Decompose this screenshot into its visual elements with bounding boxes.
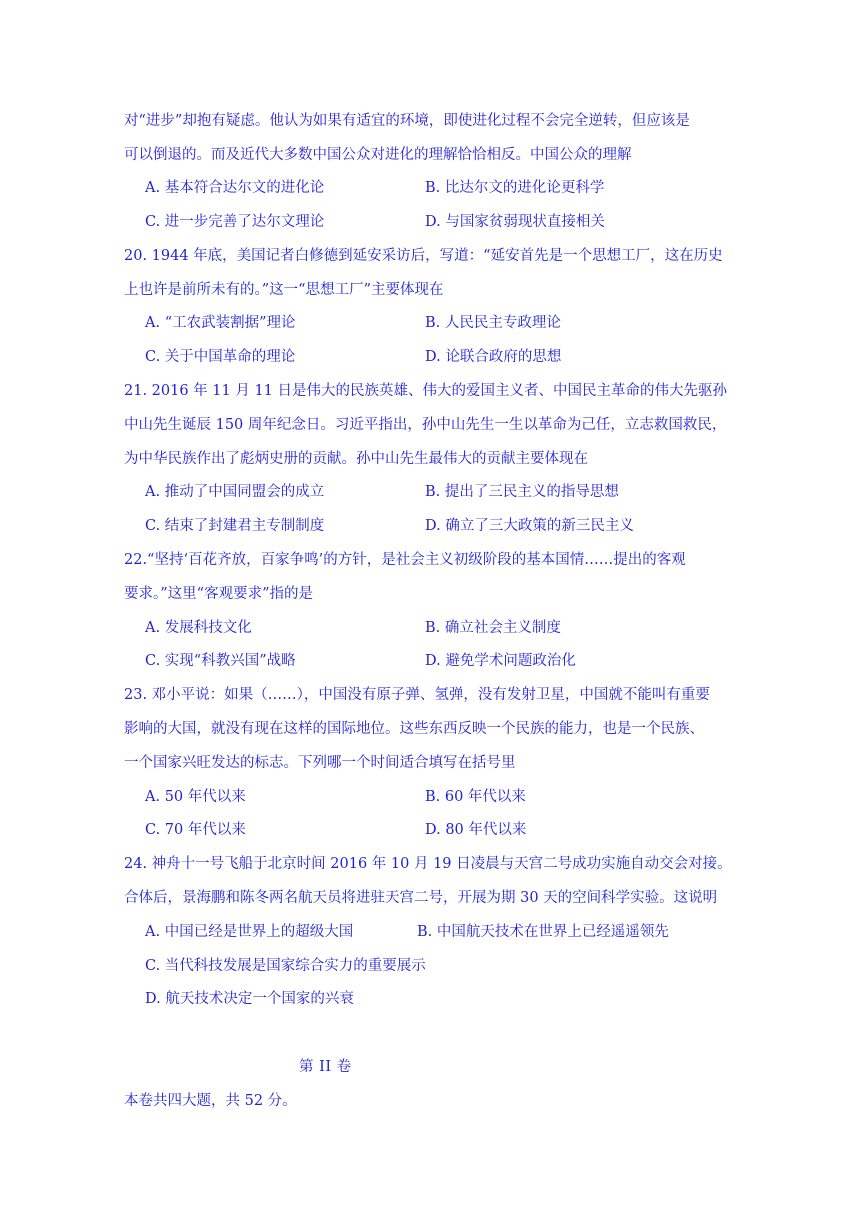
q24-option-a: A. 中国已经是世界上的超级大国 — [145, 924, 354, 940]
q20-option-b: B. 人民民主专政理论 — [425, 315, 561, 331]
q19-option-c: C. 进一步完善了达尔文理论 — [145, 214, 325, 230]
q20-option-a: A. “工农武装割据”理论 — [145, 315, 296, 331]
q19-option-b: B. 比达尔文的进化论更科学 — [425, 180, 605, 196]
q24-option-b: B. 中国航天技术在世界上已经遥遥领先 — [417, 924, 669, 940]
q20-options-row-2 — [145, 347, 745, 367]
q19-line-1: 对“进步”却抱有疑虑。他认为如果有适宜的环境，即使进化过程不会完全逆转，但应该是 — [124, 113, 690, 129]
q22-option-d: D. 避免学术问题政治化 — [425, 653, 576, 669]
q24-option-d-row — [145, 989, 745, 1009]
q21-line-1: 21. 2016 年 11 月 11 日是伟大的民族英雄、伟大的爱国主义者、中国民主革命的伟大先驱孙 — [124, 383, 728, 399]
q22-option-c: C. 实现“科教兴国”战略 — [145, 653, 296, 669]
q24-option-c: C. 当代科技发展是国家综合实力的重要展示 — [145, 958, 426, 974]
q21-option-a: A. 推动了中国同盟会的成立 — [145, 484, 325, 500]
q22-option-a: A. 发展科技文化 — [145, 620, 252, 636]
q23-option-d: D. 80 年代以来 — [425, 822, 527, 838]
q23-options-row-2 — [145, 820, 745, 840]
q21-options-row-2 — [145, 516, 745, 536]
q22-options-row-1 — [145, 618, 745, 638]
q24-line-1: 24. 神舟十一号飞船于北京时间 2016 年 10 月 19 日凌晨与天宫二号成功实施自动交会对接。 — [124, 856, 732, 872]
q20-line-1: 20. 1944 年底，美国记者白修德到延安采访后，写道：“延安首先是一个思想工厂，这在历史 — [124, 248, 723, 264]
q23-line-2: 影响的大国，就没有现在这样的国际地位。这些东西反映一个民族的能力，也是一个民族、 — [124, 721, 704, 737]
q19-option-d: D. 与国家贫弱现状直接相关 — [425, 214, 605, 230]
q24-options-row-1 — [145, 922, 745, 942]
part2-title: 第 II 卷 — [299, 1059, 352, 1075]
q23-option-c: C. 70 年代以来 — [145, 822, 246, 838]
q23-line-1: 23. 邓小平说：如果（……），中国没有原子弹、氢弹，没有发射卫星，中国就不能叫有重要 — [124, 687, 710, 703]
q24-option-c-row — [145, 956, 745, 976]
q22-option-b: B. 确立社会主义制度 — [425, 620, 561, 636]
q21-line-3: 为中华民族作出了彪炳史册的贡献。孙中山先生最伟大的贡献主要体现在 — [124, 451, 588, 467]
q19-option-a: A. 基本符合达尔文的进化论 — [145, 180, 325, 196]
q20-option-d: D. 论联合政府的思想 — [425, 349, 562, 365]
q19-options-row-1 — [145, 178, 745, 198]
q20-line-2: 上也许是前所未有的。”这一“思想工厂”主要体现在 — [124, 282, 444, 298]
q22-line-2: 要求。”这里“客观要求”指的是 — [124, 586, 313, 602]
q20-options-row-1 — [145, 313, 745, 333]
q19-line-2: 可以倒退的。而及近代大多数中国公众对进化的理解恰恰相反。中国公众的理解 — [124, 147, 632, 163]
q23-option-a: A. 50 年代以来 — [145, 789, 246, 805]
q23-line-3: 一个国家兴旺发达的标志。下列哪一个时间适合填写在括号里 — [124, 755, 516, 771]
q23-option-b: B. 60 年代以来 — [425, 789, 526, 805]
q20-option-c: C. 关于中国革命的理论 — [145, 349, 296, 365]
q23-options-row-1 — [145, 787, 745, 807]
q22-options-row-2 — [145, 651, 745, 671]
q19-options-row-2 — [145, 212, 745, 232]
q21-options-row-1 — [145, 482, 745, 502]
q21-option-b: B. 提出了三民主义的指导思想 — [425, 484, 619, 500]
q21-line-2: 中山先生诞辰 150 周年纪念日。习近平指出，孙中山先生一生以革命为己任，立志救国救民， — [124, 417, 727, 433]
q21-option-c: C. 结束了封建君主专制制度 — [145, 518, 325, 534]
q21-option-d: D. 确立了三大政策的新三民主义 — [425, 518, 634, 534]
part2-note: 本卷共四大题，共 52 分。 — [124, 1093, 297, 1109]
q24-line-2: 合体后，景海鹏和陈冬两名航天员将进驻天宫二号，开展为期 30 天的空间科学实验。这说明 — [124, 890, 718, 906]
q24-option-d: D. 航天技术决定一个国家的兴衰 — [145, 991, 354, 1007]
q22-line-1: 22.“坚持‘百花齐放，百家争鸣’的方针，是社会主义初级阶段的基本国情……提出的客观 — [124, 552, 686, 568]
